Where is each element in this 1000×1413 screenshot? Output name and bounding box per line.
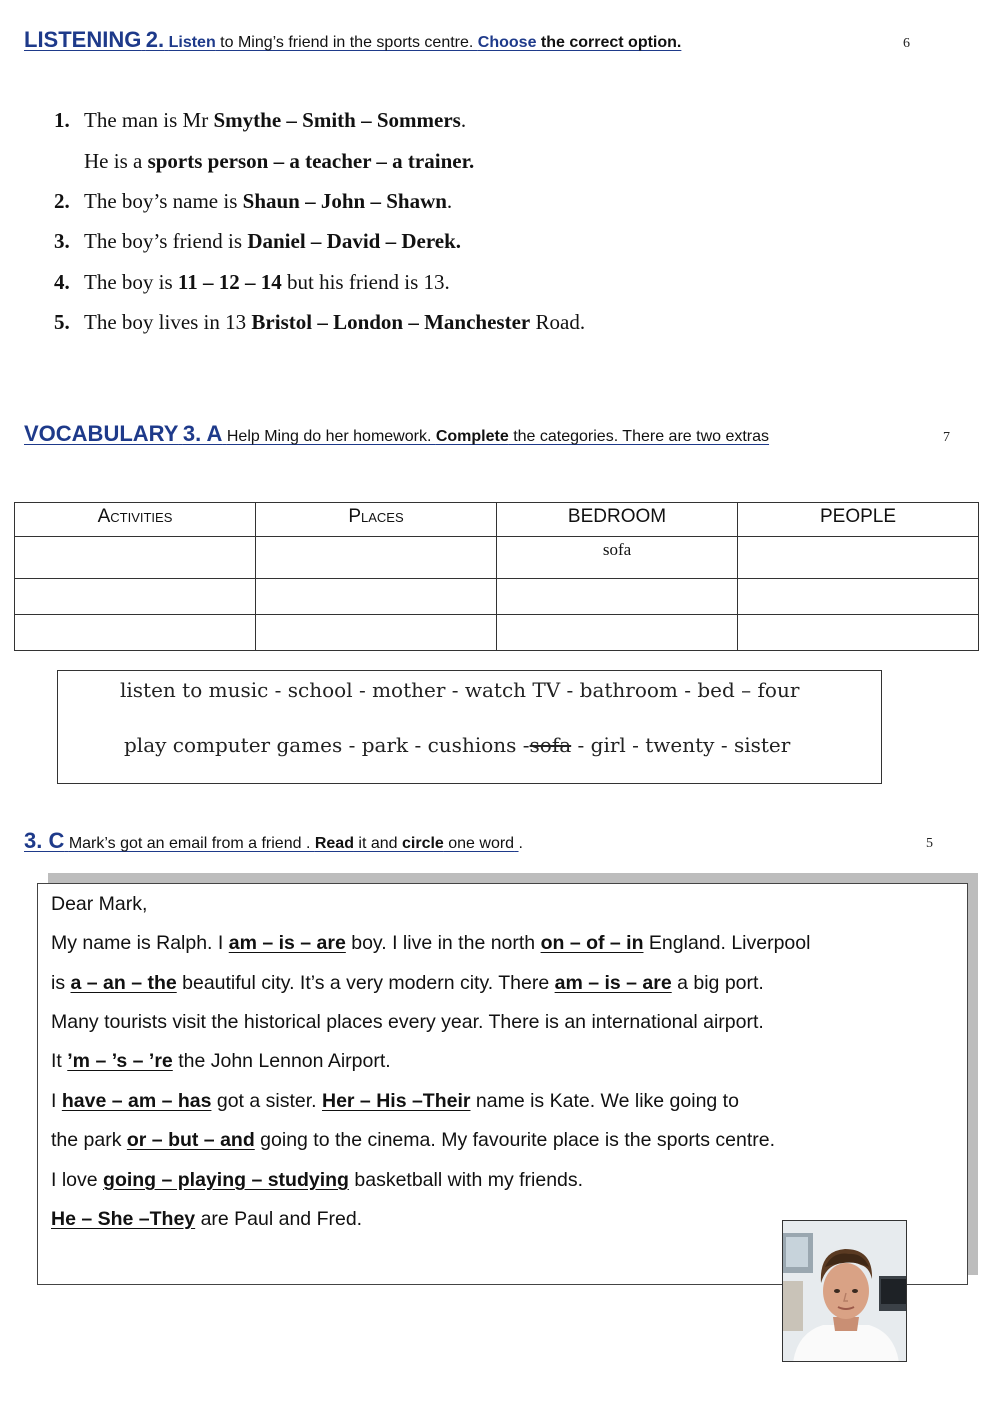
- vocabulary-score: 7: [943, 430, 950, 445]
- table-header-row: [15, 503, 979, 537]
- instr-choose: Choose: [477, 34, 537, 51]
- question-1b: [84, 149, 474, 174]
- question-options[interactable]: 11 – 12 – 14: [177, 270, 282, 294]
- vocabulary-number: 3. A: [182, 421, 223, 446]
- email-text: are Paul and Fred.: [195, 1208, 363, 1230]
- email-text: the park: [51, 1129, 127, 1151]
- reading-instr-read: Read: [314, 835, 354, 852]
- email-text: boy. I live in the north: [345, 932, 541, 954]
- email-text: It: [51, 1050, 68, 1072]
- question-options[interactable]: Daniel – David – Derek.: [247, 229, 462, 253]
- question-text: The boy’s name is: [84, 189, 243, 213]
- listening-number: 2.: [145, 27, 165, 52]
- table-row: [15, 537, 979, 579]
- email-text: the John Lennon Airport.: [172, 1050, 391, 1072]
- question-5: [54, 310, 585, 335]
- question-text: The boy’s friend is: [84, 229, 248, 253]
- question-number: 4.: [54, 270, 70, 294]
- reading-instr-mid: it and: [353, 835, 402, 852]
- cell-people[interactable]: [738, 579, 979, 615]
- boy-portrait-image: [783, 1221, 907, 1362]
- email-line: [51, 1129, 775, 1152]
- question-text: The man is Mr: [84, 108, 214, 132]
- question-text-end: Road.: [530, 310, 586, 334]
- option-group[interactable]: ’m – ’s – ’re: [67, 1050, 173, 1072]
- vocab-instr-complete: Complete: [435, 428, 509, 445]
- table-row: [15, 579, 979, 615]
- email-greeting: Dear Mark,: [51, 893, 148, 915]
- email-line: [51, 1090, 739, 1113]
- header-activities: Activities: [15, 503, 256, 537]
- question-text: He is a: [84, 149, 148, 173]
- cell-places[interactable]: [256, 615, 497, 651]
- question-options[interactable]: sports person – a teacher – a trainer.: [147, 149, 475, 173]
- option-group[interactable]: a – an – the: [70, 972, 177, 994]
- email-text: got a sister.: [211, 1090, 322, 1112]
- question-number: 1.: [54, 108, 70, 132]
- question-1: [54, 108, 466, 133]
- email-line: [51, 972, 764, 995]
- cell-activities[interactable]: [15, 615, 256, 651]
- question-options[interactable]: Bristol – London – Manchester: [251, 310, 531, 334]
- vocabulary-heading: [24, 421, 769, 447]
- email-line: Many tourists visit the historical places every year. There is an international airport.: [51, 1011, 764, 1033]
- header-places: Places: [256, 503, 497, 537]
- categories-table: [14, 502, 979, 651]
- question-text: The boy lives in 13: [84, 310, 252, 334]
- question-text-end: .: [446, 189, 453, 213]
- cell-people[interactable]: [738, 537, 979, 579]
- question-number: 5.: [54, 310, 70, 334]
- question-4: [54, 270, 450, 295]
- header-people: PEOPLE: [738, 503, 979, 537]
- question-number: 3.: [54, 229, 70, 253]
- boy-photo: [782, 1220, 907, 1362]
- email-text: I love: [51, 1169, 104, 1191]
- reading-instr-circle: circle: [402, 835, 444, 852]
- cell-bedroom[interactable]: sofa: [497, 537, 738, 579]
- word-bank-line-1: listen to music - school - mother - watch TV - bathroom - bed – four: [120, 678, 800, 702]
- header-bedroom: BEDROOM: [497, 503, 738, 537]
- word-bank: [57, 670, 882, 784]
- cell-bedroom[interactable]: [497, 579, 738, 615]
- cell-people[interactable]: [738, 615, 979, 651]
- cell-activities[interactable]: [15, 579, 256, 615]
- reading-heading: [24, 828, 523, 854]
- word-bank-text: play computer games - park - cushions -: [124, 733, 530, 757]
- instr-correct: the correct option.: [536, 34, 682, 51]
- question-number: 2.: [54, 189, 70, 213]
- question-text-end: .: [460, 108, 467, 132]
- reading-score: 5: [926, 836, 933, 851]
- email-text: a big port.: [671, 972, 764, 994]
- listening-title: LISTENING: [24, 27, 142, 52]
- vocabulary-title: VOCABULARY: [24, 421, 179, 446]
- option-group[interactable]: on – of – in: [540, 932, 644, 954]
- email-line: [51, 1050, 391, 1073]
- vocab-instr-post: the categories. There are two extras: [508, 428, 770, 445]
- instr-rest: to Ming’s friend in the sports centre.: [215, 34, 478, 51]
- option-group[interactable]: He – She –They: [51, 1208, 196, 1230]
- word-bank-line-2: [124, 733, 790, 757]
- cell-places[interactable]: [256, 579, 497, 615]
- struck-word: sofa: [529, 733, 572, 757]
- listening-score: 6: [903, 36, 910, 51]
- question-2: [54, 189, 452, 214]
- email-text: basketball with my friends.: [348, 1169, 584, 1191]
- instr-listen: Listen: [168, 34, 216, 51]
- reading-instr-end: .: [518, 835, 523, 852]
- option-group[interactable]: or – but – and: [126, 1129, 255, 1151]
- option-group[interactable]: am – is – are: [228, 932, 346, 954]
- reading-instr-pre: Mark’s got an email from a friend .: [68, 835, 315, 852]
- option-group[interactable]: Her – His –Their: [322, 1090, 471, 1112]
- question-text-end: but his friend is 13.: [281, 270, 450, 294]
- question-options[interactable]: Smythe – Smith – Sommers: [213, 108, 461, 132]
- vocab-instr-pre: Help Ming do her homework.: [226, 428, 436, 445]
- email-text: England. Liverpool: [643, 932, 811, 954]
- question-options[interactable]: Shaun – John – Shawn: [242, 189, 447, 213]
- email-text: My name is Ralph. I: [51, 932, 229, 954]
- cell-places[interactable]: [256, 537, 497, 579]
- option-group[interactable]: have – am – has: [61, 1090, 212, 1112]
- email-line: [51, 932, 810, 955]
- reading-instr-post: one word: [443, 835, 515, 852]
- question-3: [54, 229, 461, 254]
- email-text: beautiful city. It’s a very modern city. There: [176, 972, 555, 994]
- email-line: [51, 1208, 362, 1231]
- email-text: is: [51, 972, 71, 994]
- cell-activities[interactable]: [15, 537, 256, 579]
- cell-bedroom[interactable]: [497, 615, 738, 651]
- email-text: name is Kate. We like going to: [470, 1090, 739, 1112]
- option-group[interactable]: am – is – are: [554, 972, 672, 994]
- email-text: I: [51, 1090, 62, 1112]
- word-bank-text: - girl - twenty - sister: [571, 733, 791, 757]
- email-text: going to the cinema. My favourite place is the sports centre.: [254, 1129, 776, 1151]
- question-text: The boy is: [84, 270, 178, 294]
- listening-heading: [24, 27, 681, 53]
- table-row: [15, 615, 979, 651]
- email-line: [51, 1169, 583, 1192]
- option-group[interactable]: going – playing – studying: [103, 1169, 349, 1191]
- reading-number: 3. C: [24, 828, 65, 853]
